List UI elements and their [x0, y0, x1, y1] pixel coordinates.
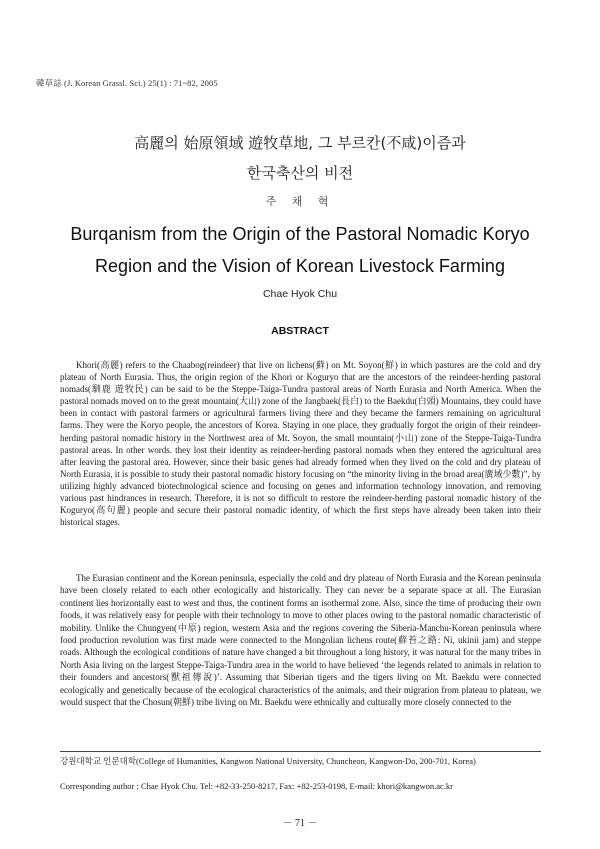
footnote-divider [60, 751, 541, 752]
english-title-line-2: Region and the Vision of Korean Livestock Farming [95, 256, 505, 276]
body-paragraph: The Eurasian continent and the Korean peninsula, especially the cold and dry plateau of North Eurasia and the Korean peninsula have been closely related to each other ecologically and historically. They can never be a separate space at all. The Eurasian continent lies horizontally east to west and thus, the continent forms an isothermal zone. Also, since the time of producing their own foods, it was relatively easy for people with their technology to move to other places owing to the pastoral nomadic characteristic of mobility. Unlike the Chungyen(中原) region, western Asia and the regions covering the Siberia-Manchu-Korean peninsula where food production revolution was first made were connected to the Mongolian lichens route(蘚苔之路: Ni, ukinii jam) and steppe roads. Although the ecological conditions of nature have changed a bit throughout a long history, it was natural for the many tribes in North Asia living on the largest Steppe-Taiga-Tundra area in the world to have believed ‘the legends related to animals in relation to their founders and ancestors(獸祖傳說)’. Assuming that Siberian tigers and the tigers living on Mt. Baekdu were connected ecologically and genetically because of the ecological characteristics of the animals, and their migration from plateau to plateau, we would suspect that the Chosun(朝鮮) tribe living on Mt. Baekdu were ethnically and culturally more closely connected to the [60, 573, 541, 708]
korean-title-line-1: 高麗의 始原領域 遊牧草地, 그 부르칸(不咸)이즘과 [134, 134, 466, 152]
abstract-heading: ABSTRACT [271, 325, 329, 337]
korean-author-name: 주 채 혁 [265, 195, 335, 208]
page-number: － 71 － [282, 818, 318, 829]
author-affiliation: 강원대학교 인문대학(College of Humanities, Kangwon National University, Chuncheon, Kangwon-Do, 200-701, Korea) [60, 756, 476, 766]
english-author-name: Chae Hyok Chu [262, 288, 338, 300]
journal-reference: 韓草誌 (J. Korean Grassl. Sci.) 25(1) : 71~82, 2005 [36, 78, 218, 88]
body-section [60, 572, 541, 708]
abstract-paragraph: Khori(高麗) refers to the Chaabog(reindeer) that live on lichens(蘚) on Mt. Soyon(鮮) in which pastures are the cold and dry plateau of North Eurasia. Thus, the origin region of the Khori or Koguryo that are the ancestors of the reindeer-herding pastoral nomads(馴鹿 遊牧民) can be said to be the Steppe-Taiga-Tundra pastoral areas of North Eurasia and North America. When the pastoral nomads moved on to the great mountain(大山) zone of the Jangbaek(長白) to the Baekdu(白頭) Mountains, they could have been in contact with pastoral farmers or agricultural farmers living there and they became the farmers remaining on agricultural farms. They were the Koryo people, the ancestors of Korea. Staying in one place, they gradually forgot the origin of their reindeer-herding pastoral nomadic history in the Northwest area of Mt. Soyon, the small mountain(小山) zone of the Steppe-Taiga-Tundra pastoral areas. In other words. they lost their identity as reindeer-herding pastoral nomads when they entered the agricultural area after leaving the pastoral area. However, since their basic genes had already formed when they lived on the cold and dry plateau of North Eurasia, it is possible to study their pastoral nomadic history focusing on “the minority living in the broad area(廣域少數)”, by utilizing highly advanced biotechnological science and focusing on genes and information technology innovation, and removing various past hindrances in research. Therefore, it is not so difficult to restore the reindeer-herding pastoral nomadic history of the Koguryo(高句麗) people and secure their pastoral nomadic identity, of which the first steps have already been taken into their historical stages. [60, 360, 541, 528]
korean-title-line-2: 한국축산의 비전 [246, 164, 354, 182]
abstract-section [60, 359, 541, 528]
corresponding-author: Corresponding author : Chae Hyok Chu. Tel: +82-33-250-8217, Fax: +82-253-0198, E-mail: khori@kangwon.ac.kr [60, 781, 453, 791]
english-title-line-1: Burqanism from the Origin of the Pastoral Nomadic Koryo [70, 224, 530, 244]
